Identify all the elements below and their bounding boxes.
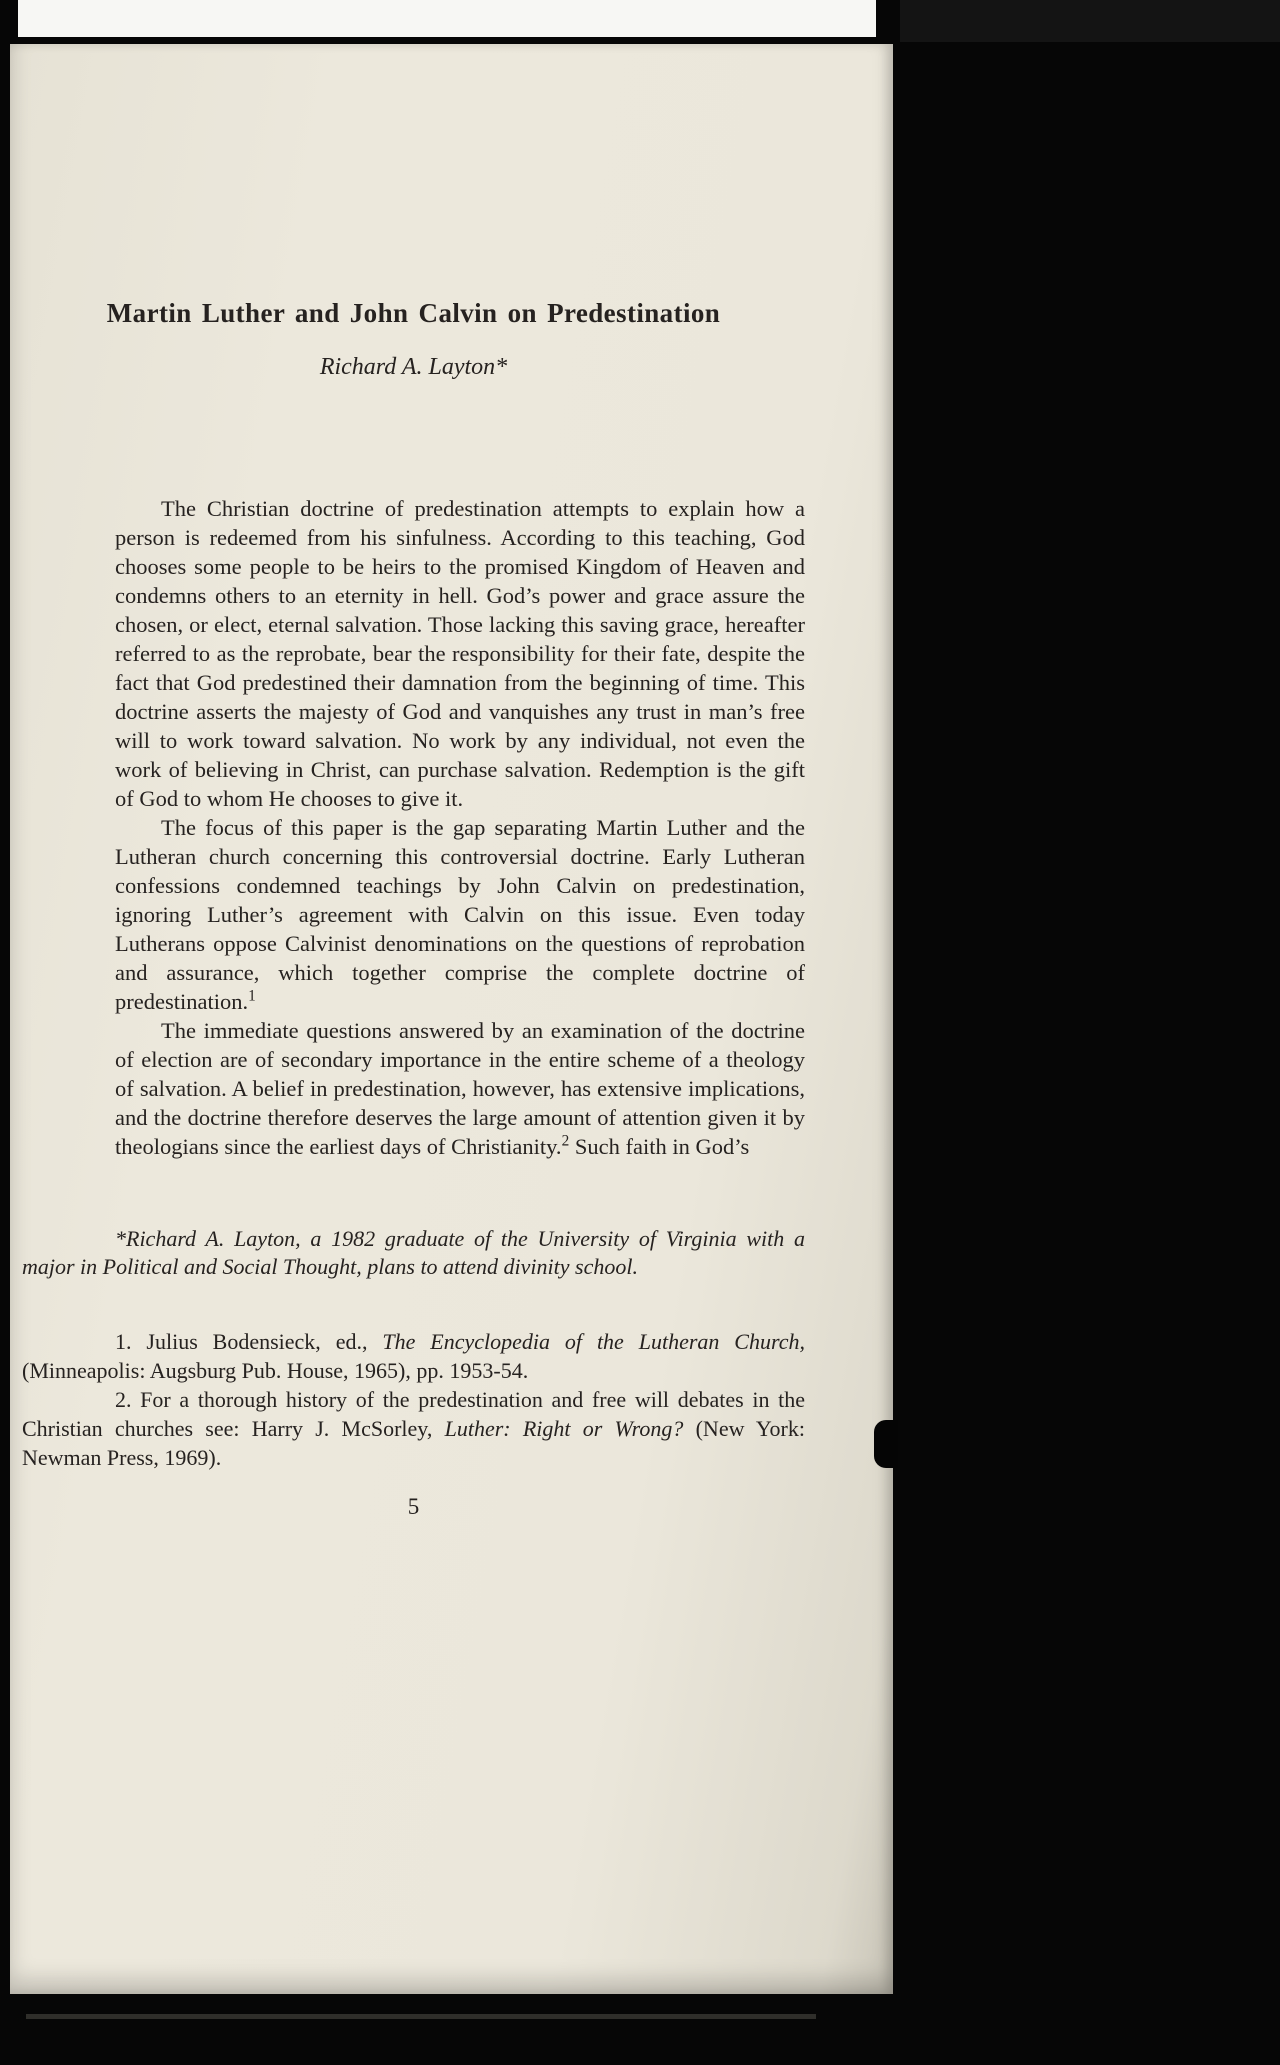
footnote: 2. For a thorough history of the predestination and free will debates in the Christian churches see: Harry J. McSorley, Luther: Right or Wrong? (New York: Newman Press, 1969). xyxy=(22,1387,805,1470)
page-number: 5 xyxy=(407,1494,420,1519)
page-title: Martin Luther and John Calvin on Predestination xyxy=(106,298,721,328)
body-paragraph: The Christian doctrine of predestination attempts to explain how a person is redeemed from his sinfulness. According to this teaching, God chooses some people to be heirs to the promised Kingdom of Heaven and condemns others to an eternity in hell. God’s power and grace assure the chosen, or elect, eternal salvation. Those lacking this saving grace, hereafter referred to as the reprobate, bear the responsibility for their fate, despite the fact that God predestined their damnation from the beginning of time. This doctrine asserts the majesty of God and vanquishes any trust in man’s free will to work toward salvation. No work by any individual, not even the work of believing in Christ, can purchase salvation. Redemption is the gift of God to whom He chooses to give it. xyxy=(115,496,805,811)
scan-bottom-edge xyxy=(26,2014,816,2019)
byline: Richard A. Layton* xyxy=(319,354,508,380)
body-paragraph: The immediate questions answered by an examination of the doctrine of election are of secondary importance in the entire scheme of a theology of salvation. A belief in predestination, however, has extensive implications, and the doctrine therefore deserves the large amount of attention given it by theologians since the earliest days of Christianity.$^2$ Such faith in God’s xyxy=(115,1018,805,1159)
paper-sheet xyxy=(10,44,893,1994)
footnote: 1. Julius Bodensieck, ed., The Encyclopedia of the Lutheran Church, (Minneapolis: Augsburg Pub. House, 1965), pp. 1953-54. xyxy=(22,1329,805,1383)
author-note: *Richard A. Layton, a 1982 graduate of the University of Virginia with a major in Political and Social Thought, plans to attend divinity school. xyxy=(22,1226,805,1279)
article-body xyxy=(115,494,805,1161)
scan-artifact xyxy=(874,1420,898,1468)
scan-top-right-shade xyxy=(900,0,1280,42)
footnotes-section xyxy=(22,1327,805,1472)
body-paragraph: The focus of this paper is the gap separating Martin Luther and the Lutheran church concerning this controversial doctrine. Early Lutheran confessions condemned teachings by John Calvin on predestination, ignoring Luther’s agreement with Calvin on this issue. Even today Lutherans oppose Calvinist denominations on the questions of reprobation and assurance, which together comprise the complete doctrine of predestination.$^1$ xyxy=(115,815,805,1014)
scan-top-strip xyxy=(18,0,876,37)
